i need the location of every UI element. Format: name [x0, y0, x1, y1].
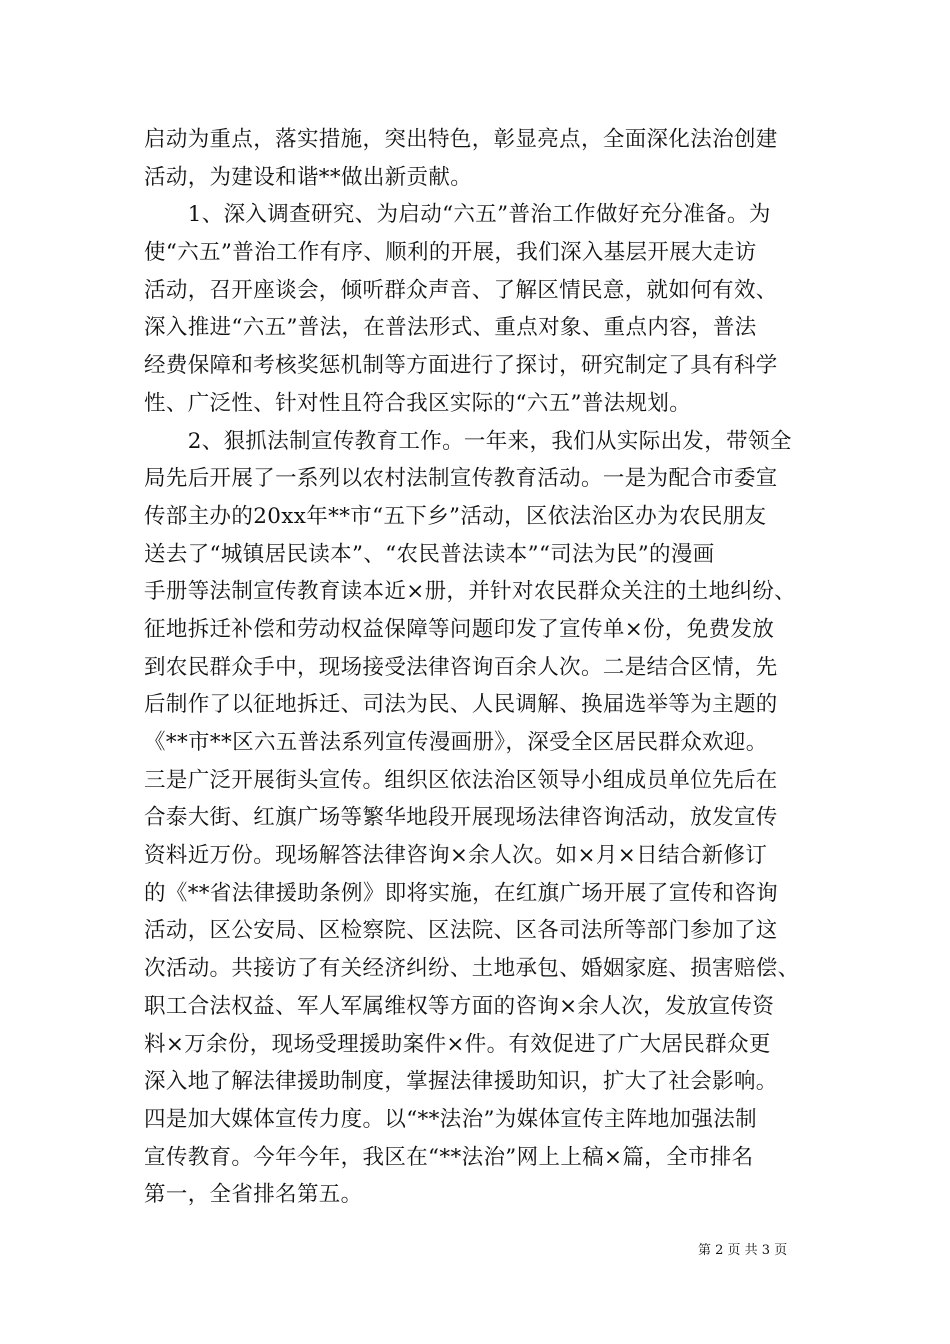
text-line: 深入地了解法律援助制度，掌握法律援助知识，扩大了社会影响。: [144, 1069, 778, 1095]
text-line: 资料近万份。现场解答法律咨询×余人次。如×月×日结合新修订: [144, 843, 768, 869]
text-line: 四是加大媒体宣传力度。以“**法治”为媒体宣传主阵地加强法制: [144, 1106, 757, 1132]
text-line: 次活动。共接访了有关经济纠纷、土地承包、婚姻家庭、损害赔偿、: [144, 956, 800, 982]
text-line: 使“六五”普治工作有序、顺利的开展，我们深入基层开展大走访: [144, 240, 757, 266]
text-line: 后制作了以征地拆迁、司法为民、人民调解、换届选举等为主题的: [144, 692, 778, 718]
text-line: 送去了“城镇居民读本”、“农民普法读本”“司法为民”的漫画: [144, 541, 715, 567]
text-line: 局先后开展了一系列以农村法制宣传教育活动。一是为配合市委宣: [144, 466, 778, 492]
page-number-footer: 第 2 页 共 3 页: [698, 1243, 788, 1258]
text-line: 第一，全省排名第五。: [144, 1182, 363, 1208]
text-line: 手册等法制宣传教育读本近×册，并针对农民群众关注的土地纠纷、: [144, 579, 797, 605]
text-line: 传部主办的20xx年**市“五下乡”活动，区依法治区办为农民朋友: [144, 503, 767, 529]
text-line: 活动，召开座谈会，倾听群众声音、了解区情民意，就如何有效、: [144, 277, 778, 303]
document-body: [144, 121, 824, 1214]
text-line: 经费保障和考核奖惩机制等方面进行了探讨，研究制定了具有科学: [144, 353, 778, 379]
text-line: 性、广泛性、针对性且符合我区实际的“六五”普法规划。: [144, 390, 692, 416]
text-line: 宣传教育。今年今年，我区在“**法治”网上上稿×篇，全市排名: [144, 1144, 754, 1170]
text-line: 合泰大街、红旗广场等繁华地段开展现场法律咨询活动，放发宣传: [144, 805, 778, 831]
text-line: 三是广泛开展街头宣传。组织区依法治区领导小组成员单位先后在: [144, 767, 778, 793]
text-line: 职工合法权益、军人军属维权等方面的咨询×余人次，发放宣传资: [144, 993, 775, 1019]
text-line: 2、狠抓法制宣传教育工作。一年来，我们从实际出发，带领全: [144, 428, 792, 454]
text-line: 启动为重点，落实措施，突出特色，彰显亮点，全面深化法治创建: [144, 127, 778, 152]
text-line: 深入推进“六五”普法，在普法形式、重点对象、重点内容，普法: [144, 315, 757, 341]
text-line: 到农民群众手中，现场接受法律咨询百余人次。二是结合区情，先: [144, 654, 778, 680]
text-line: 1、深入调查研究、为启动“六五”普治工作做好充分准备。为: [144, 202, 771, 228]
text-line: 征地拆迁补偿和劳动权益保障等问题印发了宣传单×份，免费发放: [144, 616, 775, 642]
text-line: 活动，区公安局、区检察院、区法院、区各司法所等部门参加了这: [144, 918, 778, 944]
text-line: 的《**省法律援助条例》即将实施，在红旗广场开展了宣传和咨询: [144, 880, 779, 906]
text-line: 料×万余份，现场受理援助案件×件。有效促进了广大居民群众更: [144, 1031, 771, 1057]
text-line: 活动，为建设和谐**做出新贡献。: [144, 164, 473, 190]
text-line: 《**市**区六五普法系列宣传漫画册》，深受全区居民群众欢迎。: [144, 730, 768, 755]
